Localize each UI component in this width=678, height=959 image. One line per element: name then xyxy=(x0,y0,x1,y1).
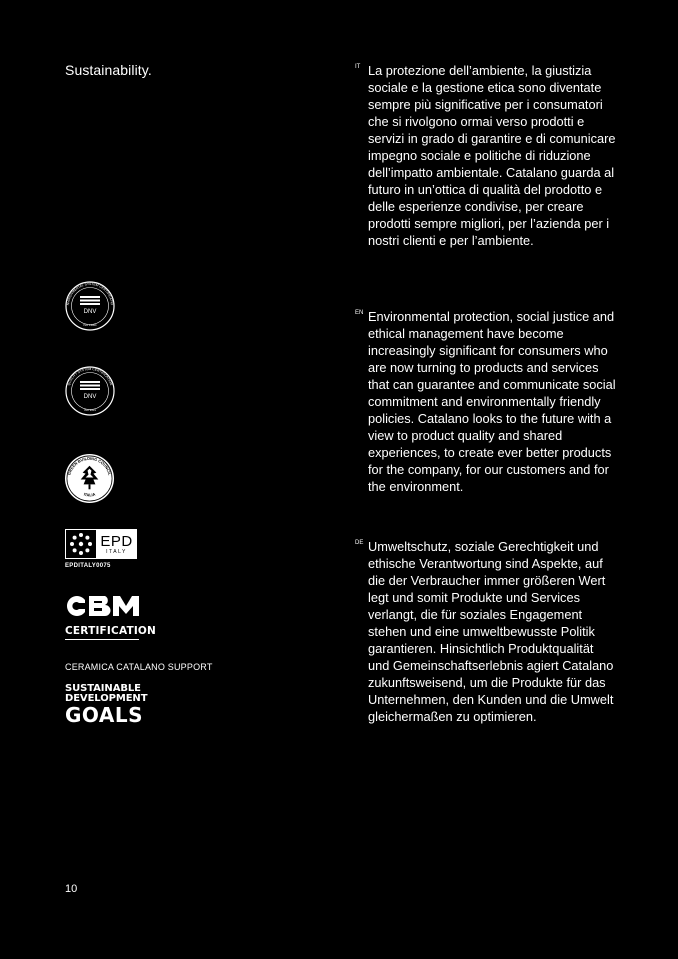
epd-italy-logo xyxy=(65,529,137,569)
sdg-goals: GOALS xyxy=(65,703,144,727)
dnv-iso9001-logo xyxy=(64,365,116,417)
sdg-line-2: DEVELOPMENT xyxy=(65,693,148,704)
cbm-mark-icon xyxy=(65,594,139,618)
epd-code: EPDITALY0075 xyxy=(65,563,111,569)
support-label: CERAMICA CATALANO SUPPORT xyxy=(65,662,213,672)
language-label: IT xyxy=(355,64,361,70)
green-building-council-logo xyxy=(64,453,115,504)
language-label: DE xyxy=(355,540,364,546)
page-title: Sustainability. xyxy=(65,62,152,78)
page-number: 10 xyxy=(65,883,78,895)
svg-text:ITALIA: ITALIA xyxy=(83,491,96,498)
language-label: EN xyxy=(355,310,364,316)
epd-main-label: EPD xyxy=(100,532,133,550)
cbm-certification-logo xyxy=(65,594,157,640)
paragraph-en xyxy=(355,308,617,495)
paragraph-text: La protezione dell’ambiente, la giustizia sociale e la gestione etica sono diventate sempre più significative per i consumatori che si rivolgono ormai verso prodotti e servizi in grado di garantire e di comunicare impegno sociale e politiche di riduzione dell’impatto ambientale. Catalano guarda al futuro in un’ottica di qualità del prodotto e delle esperienze condivise, per creare prodotti sempre migliori, per l’azienda per i nostri clienti e per l’ambiente. xyxy=(368,63,616,248)
paragraph-text: Umweltschutz, soziale Gerechtigkeit und ethische Verantwortung sind Aspekte, auf die der Verbraucher immer größeren Wert legt und somit Produkte und Services verlangt, die für soziales Engagement stehen und eine umweltbewusste Politik garantieren. Hinsichtlich Produktqualität und Gemeinschaftserlebnis agiert Catalano zukunftsweisend, um die Produkte für das Unternehmen, den Kunden und die Umwelt gleichermaßen zu optimieren. xyxy=(368,539,614,724)
svg-text:DNV: DNV xyxy=(83,394,97,400)
svg-text:QUALITY SYSTEM CERTIFICATION: QUALITY SYSTEM CERTIFICATION xyxy=(66,366,114,386)
epd-dots-icon xyxy=(69,532,93,556)
svg-text:ISO 9001: ISO 9001 xyxy=(84,408,96,412)
dnv-iso14001-logo xyxy=(64,280,116,332)
svg-text:GREEN BUILDING COUNCIL: GREEN BUILDING COUNCIL xyxy=(66,455,113,476)
svg-text:DNV: DNV xyxy=(83,309,97,315)
paragraph-it xyxy=(355,62,617,249)
svg-text:ENVIRONMENTAL SYSTEM CERTIFICA: NVIRONMENTAL SYSTEM CERTIFICATIO xyxy=(65,281,115,306)
cbm-certification-label: CERTIFICATION xyxy=(65,625,139,640)
paragraph-de xyxy=(355,538,617,725)
epd-sub-label: ITALY xyxy=(106,548,127,555)
paragraph-text: Environmental protection, social justice and ethical management have become increasingly significant for consumers who are now turning to products and services that can guarantee and communicate social commitment and environmentally friendly policies. Catalano looks to the future with a view to product quality and shared experiences, to create ever better products for the company, for our customers and for the environment. xyxy=(368,309,616,494)
sdg-line-1: SUSTAINABLE xyxy=(65,683,141,694)
svg-text:ISO 14001: ISO 14001 xyxy=(83,323,97,327)
sdg-logo xyxy=(65,684,147,725)
